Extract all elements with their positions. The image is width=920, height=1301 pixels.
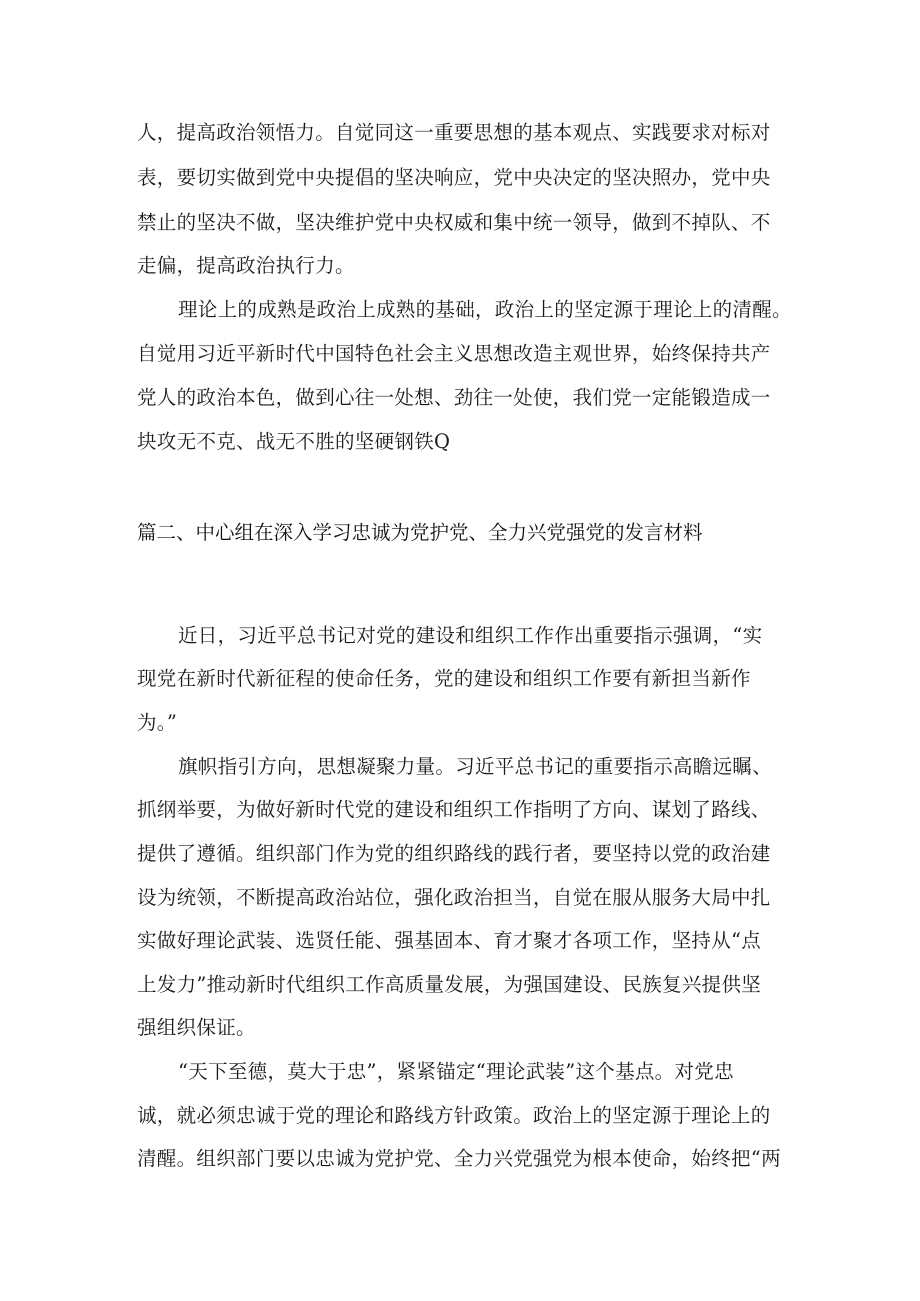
paragraph-line: 为。” bbox=[137, 711, 178, 734]
paragraph-line: 自觉用习近平新时代中国特色社会主义思想改造主观世界，始终保持共产 bbox=[137, 342, 771, 365]
paragraph-line: 强组织保证。 bbox=[137, 1016, 256, 1039]
paragraph-line: 党人的政治本色，做到心往一处想、劲往一处使，我们党一定能锻造成一 bbox=[137, 386, 771, 409]
paragraph-line: 抓纲举要，为做好新时代党的建设和组织工作指明了方向、谋划了路线、 bbox=[137, 798, 771, 821]
paragraph-line: 表，要切实做到党中央提倡的坚决响应，党中央决定的坚决照办，党中央 bbox=[137, 166, 771, 189]
paragraph-line: 理论上的成熟是政治上成熟的基础，政治上的坚定源于理论上的清醒。 bbox=[178, 298, 792, 321]
paragraph-line: 禁止的坚决不做，坚决维护党中央权威和集中统一领导，做到不掉队、不 bbox=[137, 211, 771, 234]
paragraph-line: 设为统领，不断提高政治站位，强化政治担当，自觉在服从服务大局中扎 bbox=[137, 886, 771, 909]
paragraph-line: 走偏，提高政治执行力。 bbox=[137, 254, 355, 277]
paragraph-line: 提供了遵循。组织部门作为党的组织路线的践行者，要坚持以党的政治建 bbox=[137, 842, 771, 865]
paragraph-line: 旗帜指引方向，思想凝聚力量。习近平总书记的重要指示高瞻远瞩、 bbox=[178, 755, 773, 778]
paragraph-line: 块攻无不克、战无不胜的坚硬钢铁Q bbox=[137, 430, 451, 453]
paragraph-line: 人，提高政治领悟力。自觉同这一重要思想的基本观点、实践要求对标对 bbox=[137, 121, 771, 144]
paragraph-line: 清醒。组织部门要以忠诚为党护党、全力兴党强党为根本使命，始终把“两 bbox=[137, 1147, 781, 1170]
paragraph-line: 近日，习近平总书记对党的建设和组织工作作出重要指示强调，“实 bbox=[178, 624, 763, 647]
paragraph-line: 诚，就必须忠诚于党的理论和路线方针政策。政治上的坚定源于理论上的 bbox=[137, 1104, 771, 1127]
section-heading: 篇二、中心组在深入学习忠诚为党护党、全力兴党强党的发言材料 bbox=[137, 521, 703, 544]
paragraph-line: “天下至德，莫大于忠”，紧紧锚定“理论武装”这个基点。对党忠 bbox=[178, 1060, 734, 1083]
paragraph-line: 现党在新时代新征程的使命任务，党的建设和组织工作要有新担当新作 bbox=[137, 667, 751, 690]
paragraph-line: 上发力”推动新时代组织工作高质量发展，为强国建设、民族复兴提供坚 bbox=[137, 973, 762, 996]
paragraph-line: 实做好理论武装、选贤任能、强基固本、育才聚才各项工作，坚持从“点 bbox=[137, 929, 762, 952]
